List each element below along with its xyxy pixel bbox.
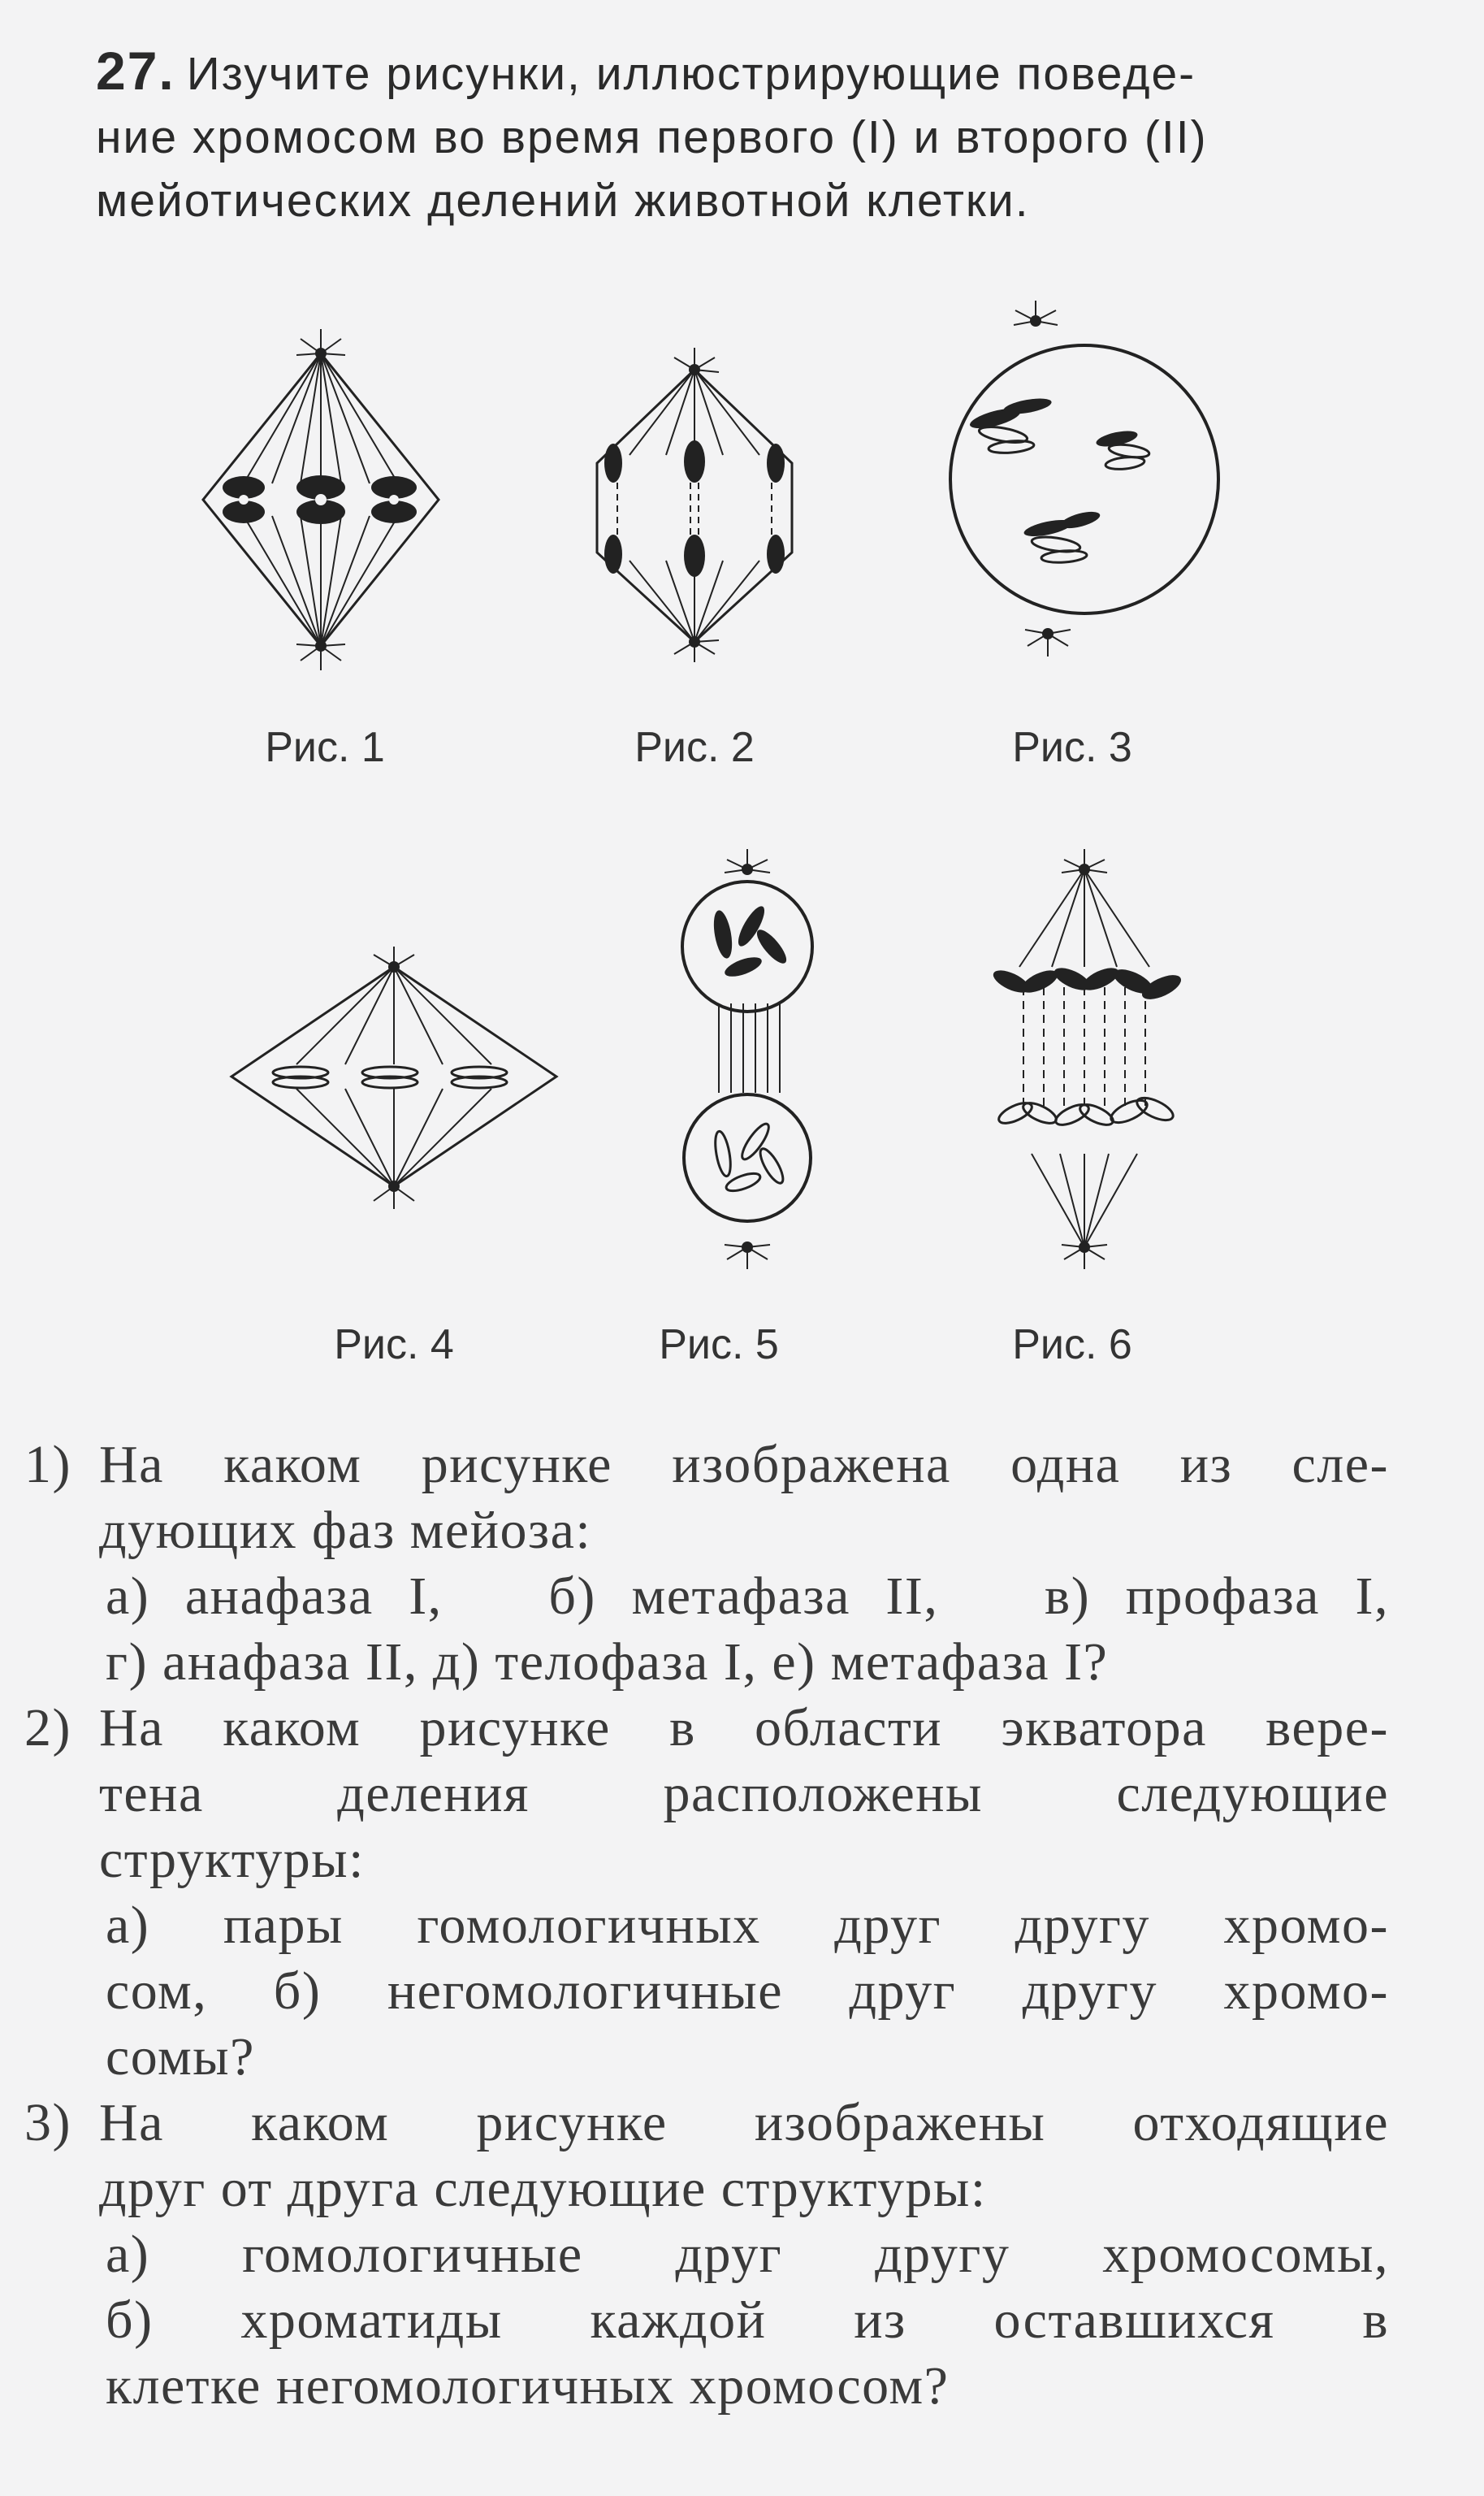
task-statement-line-3: мейотических делений животной клетки. [96, 175, 1030, 227]
figure-1-drawing [195, 321, 447, 678]
figure-5-caption: Рис. 5 [659, 1321, 779, 1368]
figure-6-caption: Рис. 6 [1012, 1321, 1132, 1368]
task-statement [96, 39, 1379, 232]
figure-6 [983, 845, 1186, 1276]
figure-6-drawing [983, 845, 1186, 1276]
figure-3 [934, 292, 1235, 666]
figure-3-drawing [934, 292, 1235, 666]
question-3-body [99, 2090, 1389, 2419]
figure-2-caption: Рис. 2 [634, 724, 755, 771]
question-3-number: 3) [24, 2093, 71, 2152]
question-1-option-line: а) анафаза I, б) метафаза II, в) профаза I, [106, 1566, 1389, 1626]
question-1-number: 1) [24, 1435, 71, 1494]
question-3-option-line: клетке негомологичных хромосом? [106, 2356, 950, 2416]
question-2-line: тена деления расположены следующие [99, 1764, 1389, 1823]
task-statement-line-1: Изучите рисунки, иллюстрирующие поведе- [186, 48, 1196, 100]
figure-4-caption: Рис. 4 [334, 1321, 454, 1368]
figure-1 [195, 321, 447, 678]
question-1-body [99, 1432, 1389, 1695]
question-1-option-line: г) анафаза II, д) телофаза I, е) метафаза I? [106, 1632, 1109, 1692]
question-2-option-line: сом, б) негомологичные друг другу хромо- [106, 1961, 1389, 2021]
figure-2 [569, 341, 820, 666]
question-2-body [99, 1695, 1389, 2090]
figure-3-caption: Рис. 3 [1012, 724, 1132, 771]
question-3-option-line: а) гомологичные друг другу хромосомы, [106, 2225, 1389, 2284]
question-2-option-line: а) пары гомологичных друг другу хромо- [106, 1896, 1389, 1955]
question-3-line: На каком рисунке изображены отходящие [99, 2093, 1389, 2152]
question-1-line: На каком рисунке изображена одна из сле- [99, 1435, 1389, 1494]
question-2-line: структуры: [99, 1830, 365, 1889]
questions [24, 1432, 1389, 2419]
figure-4 [223, 942, 565, 1219]
task-statement-line-2: ние хромосом во время первого (I) и второго (II) [96, 111, 1208, 163]
question-1 [24, 1432, 1389, 1695]
task-number: 27. [96, 41, 175, 101]
question-1-line: дующих фаз мейоза: [99, 1501, 592, 1560]
question-3-line: друг от друга следующие структуры: [99, 2159, 987, 2218]
figure-4-drawing [223, 942, 565, 1219]
question-2-line: На каком рисунке в области экватора вере- [99, 1698, 1389, 1757]
question-3 [24, 2090, 1389, 2419]
question-3-option-line: б) хроматиды каждой из оставшихся в [106, 2290, 1389, 2350]
figure-5-drawing [666, 845, 829, 1276]
figure-5 [666, 845, 829, 1276]
figure-2-drawing [569, 341, 820, 666]
figure-1-caption: Рис. 1 [265, 724, 385, 771]
question-2 [24, 1695, 1389, 2090]
question-2-number: 2) [24, 1698, 71, 1757]
question-2-option-line: сомы? [106, 2027, 255, 2086]
